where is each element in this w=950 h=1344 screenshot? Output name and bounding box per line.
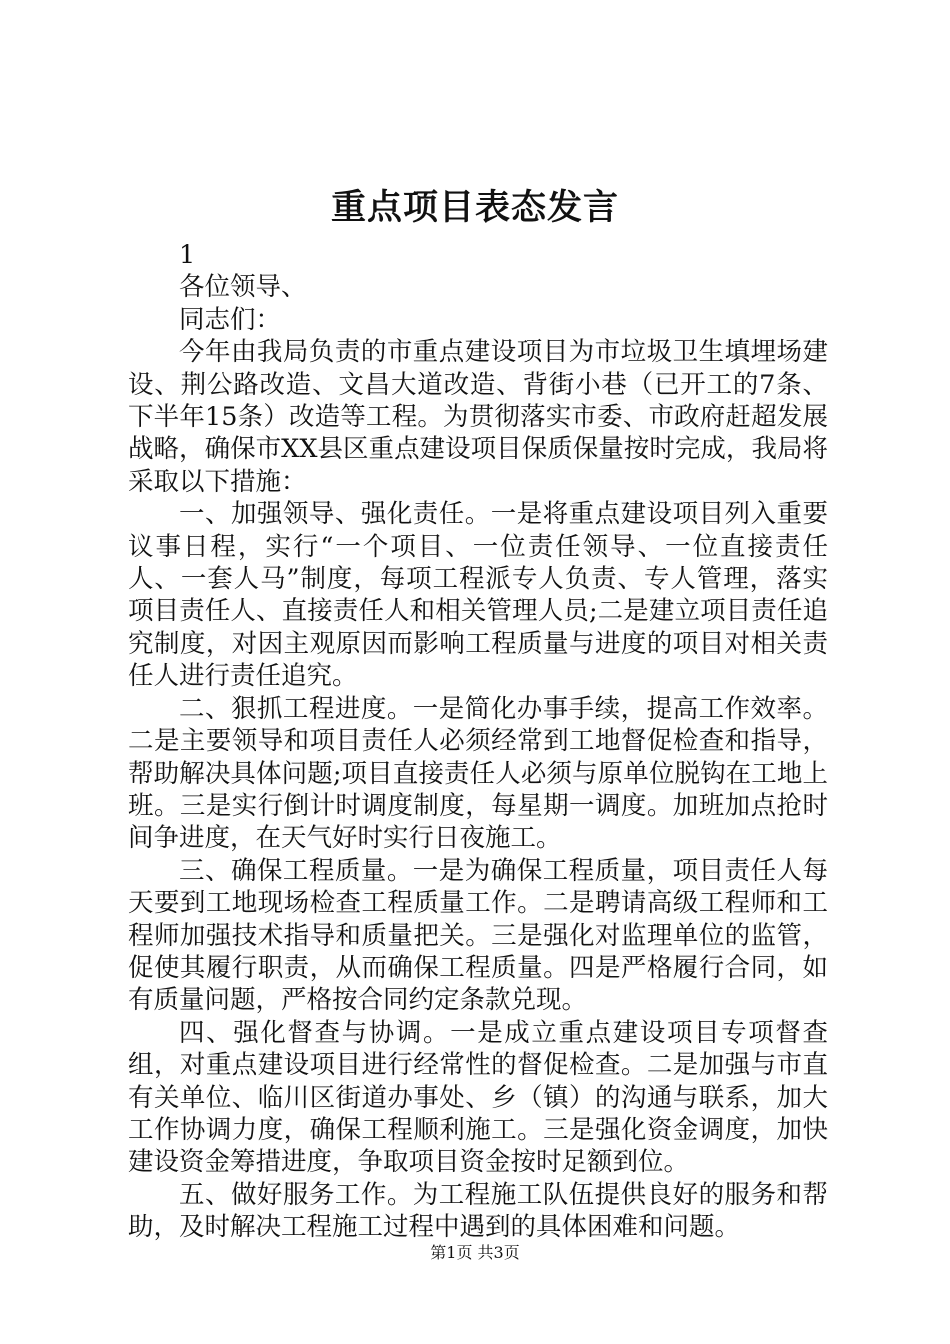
paragraph-number: 1 [179, 240, 196, 270]
paragraph-measure-1: 一、加强领导、强化责任。一是将重点建设项目列入重要议事日程，实行“一个项目、一位责任领导、一位直接责任人、一套人马”制度，每项工程派专人负责、专人管理，落实项目责任人、直接责任人和相关管理人员;二是建立项目责任追究制度，对因主观原因而影响工程质量与进度的项目对相关责任人进行责任追究。 [128, 499, 828, 692]
paragraph-measure-5: 五、做好服务工作。为工程施工队伍提供良好的服务和帮助，及时解决工程施工过程中遇到的具体困难和问题。 [128, 1179, 828, 1243]
paragraph-measure-2: 二、狠抓工程进度。一是简化办事手续，提高工作效率。二是主要领导和项目责任人必须经常到工地督促检查和指导，帮助解决具体问题;项目直接责任人必须与原单位脱钩在工地上班。三是实行倒计时调度制度，每星期一调度。加班加点抢时间争进度，在天气好时实行日夜施工。 [128, 693, 828, 854]
document-body [128, 239, 828, 1244]
salutation-comrades: 同志们： [179, 304, 282, 335]
paragraph-measure-4: 四、强化督查与协调。一是成立重点建设项目专项督查组，对重点建设项目进行经常性的督促检查。二是加强与市直有关单位、临川区街道办事处、乡（镇）的沟通与联系，加大工作协调力度，确保工程顺利施工。三是强化资金调度，加快建设资金筹措进度，争取项目资金按时足额到位。 [128, 1017, 828, 1178]
document-title: 重点项目表态发言 [330, 187, 619, 228]
paragraph-intro: 今年由我局负责的市重点建设项目为市垃圾卫生填埋场建设、荆公路改造、文昌大道改造、背街小巷（已开工的7条、下半年15条）改造等工程。为贯彻落实市委、市政府赶超发展战略，确保市XX县区重点建设项目保质保量按时完成，我局将采取以下措施： [128, 337, 828, 497]
salutation-leaders: 各位领导、 [179, 272, 307, 303]
page-footer: 第1页 共3页 [430, 1243, 520, 1262]
paragraph-measure-3: 三、确保工程质量。一是为确保工程质量，项目责任人每天要到工地现场检查工程质量工作。二是聘请高级工程师和工程师加强技术指导和质量把关。三是强化对监理单位的监管，促使其履行职责，从而确保工程质量。四是严格履行合同，如有质量问题，严格按合同约定条款兑现。 [128, 855, 828, 1016]
